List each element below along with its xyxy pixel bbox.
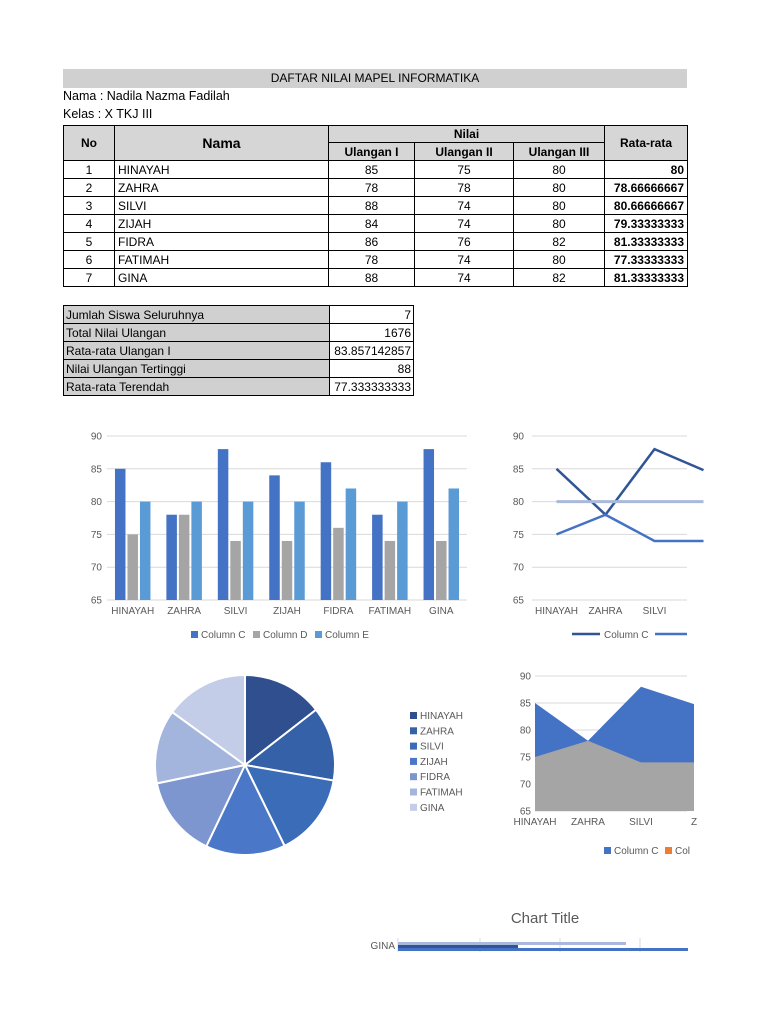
y-tick-label: GINA xyxy=(370,941,395,952)
legend-label: Column E xyxy=(325,630,369,641)
summary-row xyxy=(64,378,414,396)
legend-swatch xyxy=(665,847,672,854)
legend-label: Column D xyxy=(263,630,308,641)
legend-swatch xyxy=(410,727,417,734)
cell-rata: 81.33333333 xyxy=(605,269,688,287)
legend-swatch xyxy=(410,758,417,765)
cell-nama: SILVI xyxy=(115,197,329,215)
series-line xyxy=(557,449,704,515)
bar xyxy=(191,502,202,600)
summary-value: 1676 xyxy=(330,324,414,342)
cell-u2: 78 xyxy=(415,179,514,197)
cell-nama: HINAYAH xyxy=(115,161,329,179)
cell-u2: 74 xyxy=(415,197,514,215)
legend-swatch xyxy=(410,789,417,796)
x-tick-label: GINA xyxy=(429,606,454,617)
cell-u1: 84 xyxy=(329,215,415,233)
series-line xyxy=(557,515,704,541)
x-tick-label: HINAYAH xyxy=(111,606,155,617)
bar xyxy=(269,475,280,600)
y-tick-label: 90 xyxy=(90,431,102,443)
cell-nama: FATIMAH xyxy=(115,251,329,269)
bar xyxy=(179,515,190,600)
legend-label: Column C xyxy=(614,846,659,857)
grades-table xyxy=(63,125,688,287)
y-tick-label: 85 xyxy=(519,698,531,710)
pie-chart xyxy=(140,660,480,870)
x-tick-label: HINAYAH xyxy=(513,817,557,828)
cell-u3: 80 xyxy=(514,179,605,197)
bar xyxy=(385,541,396,600)
cell-u1: 86 xyxy=(329,233,415,251)
y-tick-label: 70 xyxy=(90,562,102,574)
legend-swatch xyxy=(315,631,322,638)
summary-value: 77.333333333 xyxy=(330,378,414,396)
header-u1: Ulangan I xyxy=(329,143,415,161)
bar xyxy=(218,449,229,600)
header-u2: Ulangan II xyxy=(415,143,514,161)
y-tick-label: 85 xyxy=(512,464,524,476)
y-tick-label: 90 xyxy=(512,431,524,443)
bar xyxy=(321,462,332,600)
bar xyxy=(115,469,126,600)
y-tick-label: 80 xyxy=(519,725,531,737)
cell-rata: 77.33333333 xyxy=(605,251,688,269)
bar xyxy=(333,528,344,600)
table-row xyxy=(64,215,688,233)
cell-no: 1 xyxy=(64,161,115,179)
summary-value: 7 xyxy=(330,306,414,324)
area-chart xyxy=(500,665,698,870)
legend-label: Column C xyxy=(604,630,649,641)
cell-no: 5 xyxy=(64,233,115,251)
x-tick-label: SILVI xyxy=(642,606,667,617)
summary-row xyxy=(64,306,414,324)
x-tick-label: SILVI xyxy=(629,817,653,828)
y-tick-label: 65 xyxy=(519,806,531,818)
x-tick-label: HINAYAH xyxy=(535,606,578,617)
legend-label: FATIMAH xyxy=(420,787,463,799)
legend-label: ZIJAH xyxy=(420,756,448,768)
cell-u3: 80 xyxy=(514,197,605,215)
y-tick-label: 65 xyxy=(90,595,102,607)
cell-u1: 85 xyxy=(329,161,415,179)
cell-no: 2 xyxy=(64,179,115,197)
bar xyxy=(243,502,254,600)
y-tick-label: 85 xyxy=(90,464,102,476)
legend-swatch xyxy=(410,773,417,780)
table-row xyxy=(64,197,688,215)
horizontal-bar-chart xyxy=(360,900,688,960)
cell-rata: 80.66666667 xyxy=(605,197,688,215)
summary-table xyxy=(63,305,414,396)
cell-u1: 88 xyxy=(329,269,415,287)
x-tick-label: FATIMAH xyxy=(368,606,412,617)
y-tick-label: 80 xyxy=(90,497,102,509)
bar xyxy=(398,948,688,951)
bar xyxy=(230,541,241,600)
summary-row xyxy=(64,342,414,360)
table-row xyxy=(64,269,688,287)
summary-row xyxy=(64,324,414,342)
x-tick-label: ZAHRA xyxy=(571,817,605,828)
table-row xyxy=(64,233,688,251)
bar-chart xyxy=(75,425,475,650)
summary-label: Rata-rata Terendah xyxy=(64,378,330,396)
legend-label: FIDRA xyxy=(420,772,450,784)
cell-u2: 74 xyxy=(415,251,514,269)
cell-u3: 82 xyxy=(514,269,605,287)
table-row xyxy=(64,179,688,197)
x-tick-label: FIDRA xyxy=(323,606,354,617)
cell-nama: ZAHRA xyxy=(115,179,329,197)
cell-no: 6 xyxy=(64,251,115,269)
legend-label: SILVI xyxy=(420,741,444,753)
summary-label: Jumlah Siswa Seluruhnya xyxy=(64,306,330,324)
cell-u1: 88 xyxy=(329,197,415,215)
bar xyxy=(282,541,293,600)
y-tick-label: 80 xyxy=(512,497,524,509)
legend-label: Col xyxy=(675,846,691,857)
header-rata: Rata-rata xyxy=(605,126,688,161)
line-chart xyxy=(500,425,687,650)
cell-u1: 78 xyxy=(329,251,415,269)
cell-no: 3 xyxy=(64,197,115,215)
student-name: Nama : Nadila Nazma Fadilah xyxy=(63,89,230,103)
cell-u3: 80 xyxy=(514,161,605,179)
legend-label: HINAYAH xyxy=(420,711,463,722)
summary-value: 83.857142857 xyxy=(330,342,414,360)
cell-rata: 80 xyxy=(605,161,688,179)
bar xyxy=(398,945,518,948)
bar xyxy=(346,488,357,600)
y-tick-label: 65 xyxy=(512,595,524,607)
bar xyxy=(424,449,435,600)
bar xyxy=(398,942,626,945)
x-tick-label: Z xyxy=(690,817,698,828)
y-tick-label: 75 xyxy=(90,529,102,541)
legend-swatch xyxy=(410,712,417,719)
cell-rata: 79.33333333 xyxy=(605,215,688,233)
cell-u3: 80 xyxy=(514,251,605,269)
sheet-title: DAFTAR NILAI MAPEL INFORMATIKA xyxy=(63,69,687,88)
table-row xyxy=(64,251,688,269)
chart-title: Chart Title xyxy=(510,910,580,927)
cell-u3: 82 xyxy=(514,233,605,251)
legend-swatch xyxy=(410,743,417,750)
legend-swatch xyxy=(410,804,417,811)
bar xyxy=(294,502,305,600)
cell-no: 4 xyxy=(64,215,115,233)
bar xyxy=(140,502,151,600)
cell-nama: GINA xyxy=(115,269,329,287)
header-nilai: Nilai xyxy=(329,126,605,143)
x-tick-label: ZAHRA xyxy=(167,606,202,617)
cell-nama: FIDRA xyxy=(115,233,329,251)
header-u3: Ulangan III xyxy=(514,143,605,161)
cell-u1: 78 xyxy=(329,179,415,197)
header-nama: Nama xyxy=(115,126,329,161)
y-tick-label: 75 xyxy=(512,529,524,541)
y-tick-label: 70 xyxy=(519,779,531,791)
header-no: No xyxy=(64,126,115,161)
bar xyxy=(166,515,177,600)
cell-u2: 74 xyxy=(415,215,514,233)
summary-row xyxy=(64,360,414,378)
cell-u2: 76 xyxy=(415,233,514,251)
x-tick-label: ZIJAH xyxy=(273,606,301,617)
summary-label: Total Nilai Ulangan xyxy=(64,324,330,342)
legend-swatch xyxy=(191,631,198,638)
y-tick-label: 75 xyxy=(519,752,531,764)
legend-label: Column C xyxy=(201,630,246,641)
cell-u2: 75 xyxy=(415,161,514,179)
summary-label: Rata-rata Ulangan I xyxy=(64,342,330,360)
y-tick-label: 70 xyxy=(512,562,524,574)
cell-u3: 80 xyxy=(514,215,605,233)
bar xyxy=(127,534,138,600)
cell-nama: ZIJAH xyxy=(115,215,329,233)
legend-swatch xyxy=(253,631,260,638)
legend-label: GINA xyxy=(420,802,445,814)
y-tick-label: 90 xyxy=(519,671,531,683)
student-class: Kelas : X TKJ III xyxy=(63,107,153,121)
summary-value: 88 xyxy=(330,360,414,378)
bar xyxy=(372,515,383,600)
bar xyxy=(449,488,460,600)
x-tick-label: ZAHRA xyxy=(588,606,623,617)
legend-label: ZAHRA xyxy=(420,726,454,738)
bar xyxy=(397,502,408,600)
legend-swatch xyxy=(604,847,611,854)
cell-rata: 78.66666667 xyxy=(605,179,688,197)
cell-u2: 74 xyxy=(415,269,514,287)
summary-label: Nilai Ulangan Tertinggi xyxy=(64,360,330,378)
bar xyxy=(436,541,447,600)
table-row xyxy=(64,161,688,179)
cell-rata: 81.33333333 xyxy=(605,233,688,251)
cell-no: 7 xyxy=(64,269,115,287)
x-tick-label: SILVI xyxy=(223,606,248,617)
